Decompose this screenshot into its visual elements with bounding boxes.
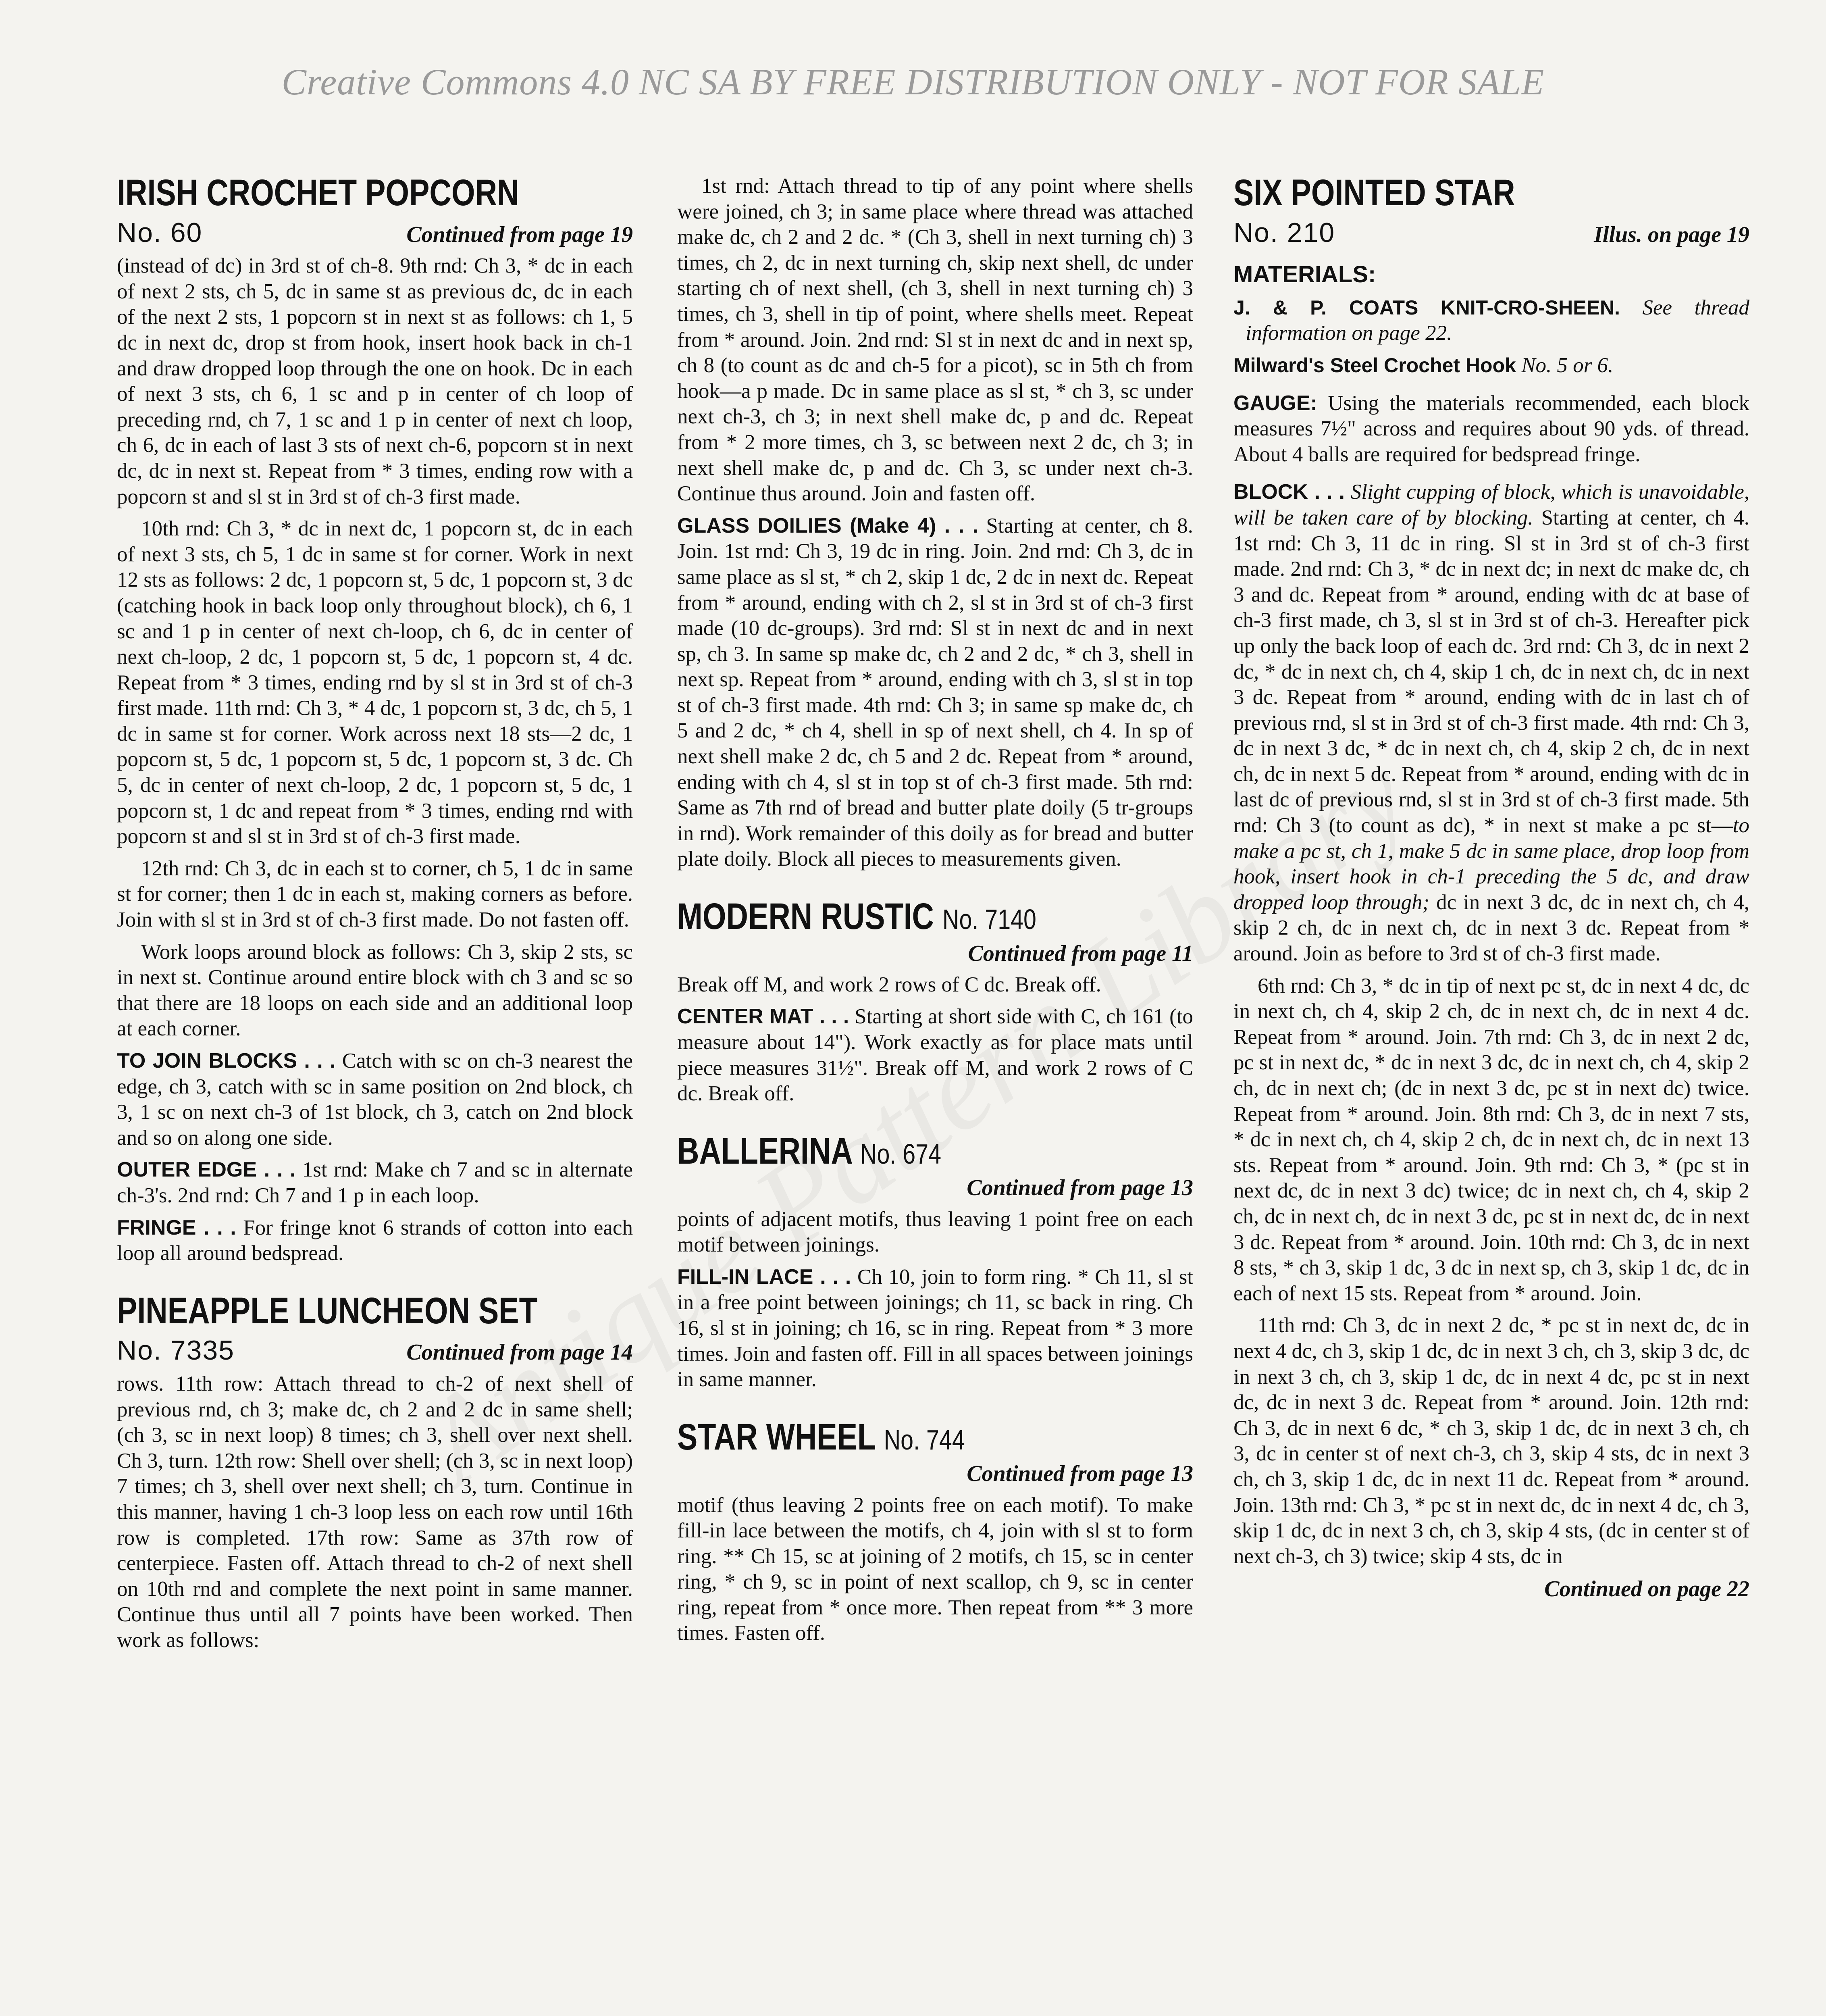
paragraph bbox=[677, 1004, 1193, 1106]
section-title: IRISH CROCHET POPCORN bbox=[117, 172, 519, 213]
paragraph-text: dc in next 3 dc, dc in next ch, ch 4, skip 2 ch, dc in next ch, dc in next 3 dc. Repeat from * around. Join as before to 3rd st of ch-3 first made. bbox=[1233, 890, 1749, 966]
column-2 bbox=[677, 173, 1193, 1671]
section-subline bbox=[117, 1334, 633, 1367]
paragraph: Work loops around block as follows: Ch 3, skip 2 sts, sc in next st. Continue around entire block with ch 3 and sc so that there are 18 loops on each side and an additional loop at each corner. bbox=[117, 940, 633, 1041]
paragraph-text: Using the materials recommended, each block measures 7½" across and requires about 90 yds. of thread. About 4 balls are required for bedspread fringe. bbox=[1233, 391, 1750, 466]
paragraph-text: Starting at center, ch 4. 1st rnd: Ch 3, 11 dc in ring. Sl st in 3rd st of ch-3 first made. 2nd rnd: Ch 3, * dc in next dc; in next dc make dc, ch 3 and dc. Repeat from * around, ending with dc at base of ch-3 first made, ch 3, sl st in 3rd st of ch-3. Hereafter pick up only the back loop of each dc. 3rd rnd: Ch 3, dc in next 2 dc, * dc in next ch, ch 4, skip 1 ch, dc in next ch, dc in next 3 dc. Repeat from * around, ending with dc in last ch of previous rnd, sl st in 3rd st of ch-3 first made. 4th rnd: Ch 3, dc in next 3 dc, * dc in next ch, ch 4, skip 2 ch, dc in next ch, dc in next 5 dc. Repeat from * around, ending with dc in last dc of previous rnd, sl st in 3rd st of ch-3 first made. 5th rnd: Ch 3 (to count as dc), * in next st make a pc st— bbox=[1233, 506, 1750, 837]
section-subline bbox=[1233, 217, 1749, 250]
six-pointed-star-section bbox=[1233, 173, 1749, 1603]
paragraph: motif (thus leaving 2 points free on each motif). To make fill-in lace between the motifs, ch 4, join with sl st to form ring. ** Ch 15, sc at joining of 2 motifs, ch 15, sc in center ring, * ch 9, sc in point of next scallop, ch 9, sc in center ring, repeat from * once more. Then repeat from ** 3 more times. Fasten off. bbox=[677, 1493, 1193, 1645]
continued-note: Continued from page 13 bbox=[967, 1461, 1193, 1487]
subheading: FILL-IN LACE . . . bbox=[677, 1265, 851, 1289]
subheading: TO JOIN BLOCKS . . . bbox=[117, 1049, 336, 1073]
subheading: FRINGE . . . bbox=[117, 1216, 236, 1239]
ballerina-section bbox=[677, 1132, 1193, 1393]
material-note: See thread information on page 22. bbox=[1246, 296, 1750, 345]
section-title: PINEAPPLE LUNCHEON SET bbox=[117, 1290, 538, 1331]
paragraph bbox=[677, 513, 1193, 872]
pineapple-continued bbox=[677, 173, 1193, 872]
title-text: MODERN RUSTIC bbox=[677, 896, 934, 937]
title-text: BALLERINA bbox=[677, 1130, 852, 1172]
paragraph-text: 1st rnd: Make ch 7 and sc in alternate ch-3's. 2nd rnd: Ch 7 and 1 p in each loop. bbox=[117, 1158, 633, 1207]
subheading: GAUGE: bbox=[1233, 391, 1317, 415]
pineapple-section bbox=[117, 1291, 633, 1654]
paragraph: rows. 11th row: Attach thread to ch-2 of next shell of previous rnd, ch 3; make dc, ch 2 and 2 dc in same shell; (ch 3, sc in next loop) 8 times; ch 3, shell over next shell. Ch 3, turn. 12th row: Shell over shell; (ch 3, sc in next loop) 7 times; ch 3, shell over next shell; ch 3, turn. Continue in this manner, having 1 ch-3 loop less on each row until 16th row is completed. 17th row: Same as 37th row of centerpiece. Fasten off. Attach thread to ch-2 of next shell on 10th rnd and complete the next point in same manner. Continue thus until all 7 points have been worked. Then work as follows: bbox=[117, 1372, 633, 1652]
section-title: SIX POINTED STAR bbox=[1233, 172, 1515, 213]
pattern-number: No. 210 bbox=[1233, 217, 1335, 248]
continued-note: Continued from page 13 bbox=[967, 1175, 1193, 1201]
star-wheel-section bbox=[677, 1418, 1193, 1646]
irish-crochet-section bbox=[117, 173, 633, 1266]
paragraph-text: For fringe knot 6 strands of cotton into each loop all around bedspread. bbox=[117, 1216, 633, 1265]
paragraph: points of adjacent motifs, thus leaving 1 point free on each motif between joinings. bbox=[677, 1207, 1193, 1257]
subheading: CENTER MAT . . . bbox=[677, 1005, 849, 1029]
illustration-note: Illus. on page 19 bbox=[1594, 222, 1749, 247]
paragraph bbox=[117, 1157, 633, 1208]
paragraph: 11th rnd: Ch 3, dc in next 2 dc, * pc st in next dc, dc in next 4 dc, ch 3, skip 1 dc, dc in next 3 ch, ch 3, skip 3 dc, dc in next 3 ch, ch 3, skip 1 dc, dc in next 4 dc, pc st in next dc, dc in next 3 dc. Repeat from * around. Join. 12th rnd: Ch 3, dc in next 6 dc, * ch 3, skip 1 dc, dc in next 3 ch, ch 3, dc in center st of next ch-3, ch 3, skip 4 sts, dc in next 3 ch, ch 3, skip 1 dc, dc in next 11 dc. Repeat from * around. Join. 13th rnd: Ch 3, * pc st in next dc, dc in next 4 dc, ch 3, skip 1 dc, dc in next 3 ch, ch 3, skip 4 sts, (dc in center st of next ch-3, ch 3) twice; skip 4 sts, dc in bbox=[1233, 1314, 1749, 1568]
section-title bbox=[677, 897, 1100, 936]
paragraph: 1st rnd: Attach thread to tip of any point where shells were joined, ch 3; in same place where thread was attached make dc, ch 2 and 2 dc. * (Ch 3, shell in next turning ch) 3 times, ch 2, dc in next turning ch, skip next shell, dc under starting ch of next shell, (ch 3, shell in next turning ch) 3 times, ch 3, shell in tip of point, where shells meet. Repeat from * around. Join. 2nd rnd: Sl st in next dc and in next sp, ch 8 (to count as dc and ch-5 for a picot), sc in 5th ch from hook—a p made. Dc in same place as sl st, * ch 3, sc under next ch-3, ch 3; in next shell make dc, p and dc. Repeat from * 2 more times, ch 3, sc between next 2 dc, ch 3; in next shell make dc, p and dc. Ch 3, sc under next ch-3. Continue thus around. Join and fasten off. bbox=[677, 174, 1193, 506]
subheading: GLASS DOILIES (Make 4) . . . bbox=[677, 514, 979, 537]
paragraph bbox=[117, 1048, 633, 1151]
paragraph: 6th rnd: Ch 3, * dc in tip of next pc st, dc in next 4 dc, dc in next ch, ch 4, skip 2 ch, dc in next ch, dc in next 4 dc. Repeat from * around. Join. 7th rnd: Ch 3, dc in next 2 dc, pc st in next dc, * dc in next 3 dc, dc in next ch, ch 4, skip 2 ch, dc in next ch; (dc in next 3 dc, pc st in next dc) twice. Repeat from * around. Join. 8th rnd: Ch 3, dc in next 7 sts, * dc in next ch, ch 4, skip 2 ch, dc in next ch, dc in next 13 sts. Repeat from * around. Join. 9th rnd: Ch 3, * (pc st in next dc, dc in next 3 dc) twice; dc in next ch, ch 4, skip 2 ch, dc in next ch, dc in next 3 dc, pc st in next dc, dc in next 3 dc. Repeat from * around. Join. 10th rnd: Ch 3, dc in next 8 sts, * ch 3, skip 1 dc, 3 dc in next sp, ch 3, skip 1 dc, dc in each of next 15 sts. Repeat from * around. Join. bbox=[1233, 974, 1749, 1305]
pattern-number: No. 674 bbox=[860, 1138, 942, 1170]
materials-item bbox=[1233, 295, 1749, 346]
paragraph: (instead of dc) in 3rd st of ch-8. 9th rnd: Ch 3, * dc in each of next 2 sts, ch 5, dc in same st as previous dc, dc in each of the next 2 sts, 1 popcorn st in next st as follows: ch 1, 5 dc in next dc, drop st from hook, insert hook back in ch-1 and draw dropped loop through the one on hook. Dc in each of next 3 sts, ch 6, 1 sc and p in center of ch loop of preceding rnd, ch 7, 1 sc and 1 p in center of next ch loop, ch 6, dc in each of last 3 sts of next ch-6, popcorn st in next dc, dc in next st. Repeat from * 3 times, ending row with a popcorn st and sl st in 3rd st of ch-3 first made. bbox=[117, 254, 633, 508]
paragraph bbox=[1233, 479, 1749, 966]
paragraph-text: Ch 10, join to form ring. * Ch 11, sl st in a free point between joinings; ch 11, sc back in ring. Ch 16, sl st in joining; ch 16, sc in ring. Repeat from * 3 more times. Join and fasten off. Fill in all spaces between joinings in same manner. bbox=[677, 1265, 1194, 1391]
paragraph bbox=[677, 1264, 1193, 1393]
paragraph bbox=[1233, 391, 1749, 468]
paragraph-italic: to make a pc st, ch 1, make 5 dc in same place, drop loop from hook, insert hook in ch-1 preceding the 5 dc, and draw dropped loop through; bbox=[1233, 814, 1749, 914]
material-note: No. 5 or 6. bbox=[1521, 353, 1614, 377]
paragraph-text: Starting at center, ch 8. Join. 1st rnd: Ch 3, 19 dc in ring. Join. 2nd rnd: Ch 3, dc in same place as sl st, * ch 2, skip 1 dc, 2 dc in next dc. Repeat from * around, ending with ch 2, sl st in 3rd st of ch-3 first made (10 dc-groups). 3rd rnd: Sl st in next dc and in next sp, ch 3. In same sp make dc, ch 2 and 2 dc, * ch 3, shell in next sp. Repeat from * around, ending with ch 3, sl st in top st of ch-3 first made. 4th rnd: Ch 3; in same sp make dc, ch 5 and 2 dc, * ch 4, shell in sp of next shell, ch 4. In sp of next shell make 2 dc, ch 5 and 2 dc. Repeat from * around, ending with ch 4, sl st in top st of ch-3 first made. 5th rnd: Same as 7th rnd of bread and butter plate doily (5 tr-groups in rnd). Work remainder of this doily as for bread and butter plate doily. Block all pieces to measurements given. bbox=[677, 514, 1193, 871]
column-3 bbox=[1233, 173, 1749, 1628]
continued-on-note: Continued on page 22 bbox=[1544, 1577, 1749, 1602]
pattern-number: No. 7140 bbox=[942, 904, 1036, 935]
modern-rustic-section bbox=[677, 897, 1193, 1107]
pattern-number: No. 7335 bbox=[117, 1335, 235, 1366]
materials-item bbox=[1233, 353, 1749, 379]
license-banner: Creative Commons 4.0 NC SA BY FREE DISTRIBUTION ONLY - NOT FOR SALE bbox=[281, 61, 1545, 102]
continued-note: Continued from page 19 bbox=[406, 222, 633, 247]
paragraph: Break off M, and work 2 rows of C dc. Break off. bbox=[677, 973, 1101, 996]
column-1 bbox=[117, 173, 633, 1678]
subheading: BLOCK . . . bbox=[1233, 480, 1345, 504]
material-name: Milward's Steel Crochet Hook bbox=[1233, 354, 1516, 377]
section-title bbox=[677, 1132, 1100, 1171]
material-name: J. & P. COATS KNIT-CRO-SHEEN. bbox=[1233, 296, 1620, 319]
paragraph-text: Starting at short side with C, ch 161 (to measure about 14"). Work exactly as for place mats until piece measures 31½". Break off M, and work 2 rows of C dc. Break off. bbox=[677, 1005, 1193, 1106]
paragraph-text: Catch with sc on ch-3 nearest the edge, ch 3, catch with sc in same position on 2nd block, ch 3, 1 sc on next ch-3 of 1st block, ch 3, catch on 2nd block and so on along one side. bbox=[117, 1049, 633, 1150]
continued-note: Continued from page 14 bbox=[406, 1340, 633, 1365]
paragraph-italic: Slight cupping of block, which is unavoidable, will be taken care of by blocking. bbox=[1233, 480, 1749, 529]
pattern-number: No. 60 bbox=[117, 217, 203, 248]
section-title bbox=[677, 1418, 1100, 1457]
paragraph bbox=[117, 1215, 633, 1266]
pattern-number: No. 744 bbox=[884, 1424, 965, 1456]
materials-heading: MATERIALS: bbox=[1233, 261, 1376, 288]
continued-note: Continued from page 11 bbox=[968, 941, 1193, 966]
section-subline bbox=[117, 217, 633, 250]
paragraph: 10th rnd: Ch 3, * dc in next dc, 1 popcorn st, dc in each of next 3 sts, ch 5, 1 dc in same st for corner. Work in next 12 sts as follows: 2 dc, 1 popcorn st, 5 dc, 1 popcorn st, 3 dc (catching hook in back loop only throughout block), ch 6, 1 sc and 1 p in center of next ch-loop, ch 6, dc in center of next ch-loop, 2 dc, 1 popcorn st, 5 dc, 1 popcorn st, 4 dc. Repeat from * 3 times, ending rnd by sl st in 3rd st of ch-3 first made. 11th rnd: Ch 3, * 4 dc, 1 popcorn st, 3 dc, ch 5, 1 dc in same st for corner. Work across next 18 sts—2 dc, 1 popcorn st, 5 dc, 1 popcorn st, 5 dc, 1 popcorn st, 3 dc. Ch 5, dc in center of next ch-loop, 2 dc, 1 popcorn st, 5 dc, 1 popcorn st, 1 dc and repeat from * 3 times, ending rnd with popcorn st and sl st in 3rd st of ch-3 first made. bbox=[117, 517, 633, 848]
subheading: OUTER EDGE . . . bbox=[117, 1158, 296, 1182]
title-text: STAR WHEEL bbox=[677, 1416, 876, 1458]
paragraph: 12th rnd: Ch 3, dc in each st to corner, ch 5, 1 dc in same st for corner; then 1 dc in each st, making corners as before. Join with sl st in 3rd st of ch-3 first made. Do not fasten off. bbox=[117, 856, 633, 932]
